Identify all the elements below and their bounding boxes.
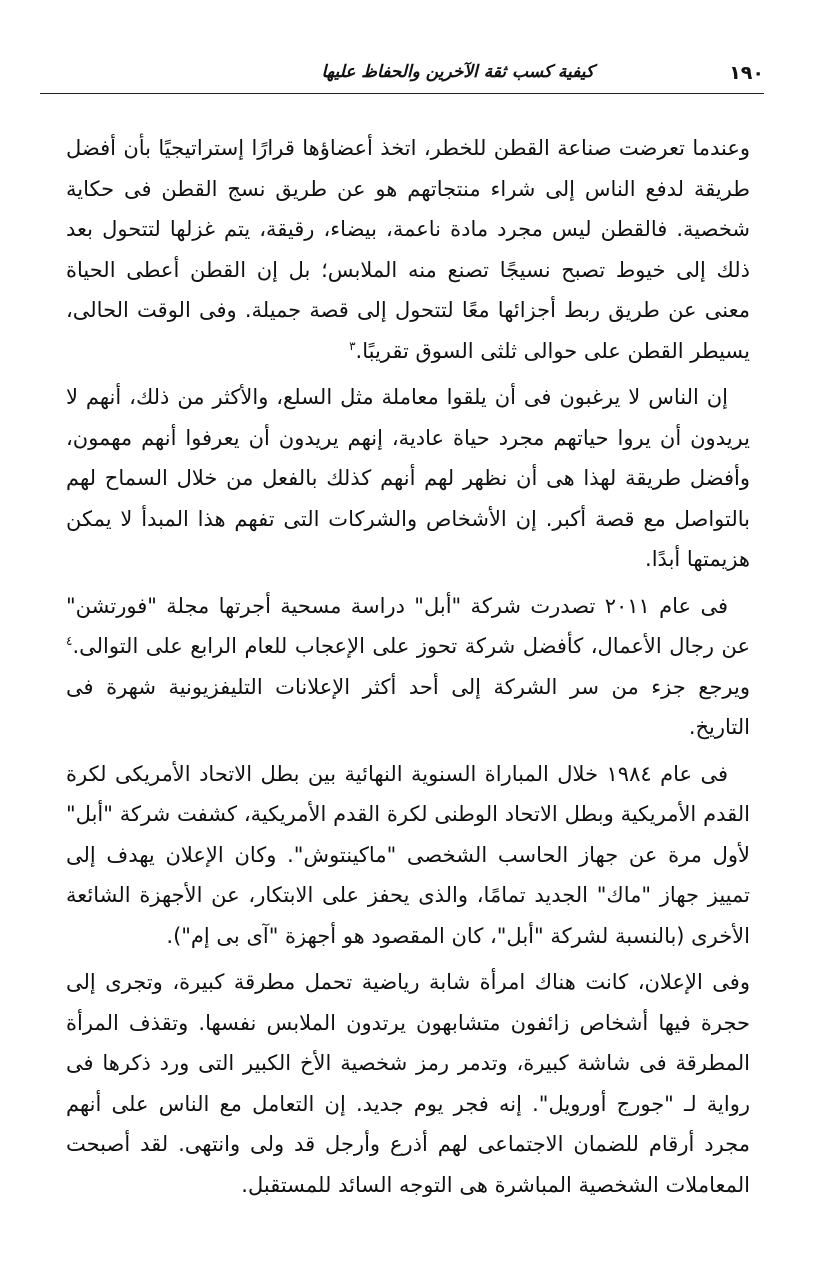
header-rule [40, 93, 764, 94]
paragraph-text: وفى الإعلان، كانت هناك امرأة شابة رياضية تحمل مطرقة كبيرة، وتجرى إلى حجرة فيها أشخاص زائفون متشابهون يرتدون الملابس نفسها. وتقذف المرأة المطرقة فى شاشة كبيرة، وتدمر رمز شخصية الأخ الكبير التى ورد ذكرها فى رواية لـ "جورج أورويل". إنه فجر يوم جديد. إن التعامل مع الناس على أنهم مجرد أرقام للضمان الاجتماعى لهم أذرع وأرجل قد ولى وانتهى. لقد أصبحت المعاملات الشخصية المباشرة هى التوجه السائد للمستقبل. [66, 970, 750, 1197]
running-title: كيفية كسب ثقة الآخرين والحفاظ عليها [321, 62, 594, 82]
paragraph-5 [66, 962, 750, 1205]
paragraph-text: إن الناس لا يرغبون فى أن يلقوا معاملة مثل السلع، والأكثر من ذلك، أنهم لا يريدون أن يروا حياتهم مجرد حياة عادية، إنهم يريدون أن يعرفوا أنهم مهمون، وأفضل طريقة لهذا هى أن نظهر لهم أنهم كذلك بالفعل من خلال السماح لهم بالتواصل مع قصة أكبر. إن الأشخاص والشركات التى تفهم هذا المبدأ لا يمكن هزيمتها أبدًا. [66, 385, 750, 571]
footnote-marker: ٤ [66, 634, 73, 648]
paragraph-3 [66, 586, 750, 748]
paragraph-text: فى عام ١٩٨٤ خلال المباراة السنوية النهائية بين بطل الاتحاد الأمريكى لكرة القدم الأمريكية وبطل الاتحاد الوطنى لكرة القدم الأمريكية، كشفت شركة "أبل" لأول مرة عن جهاز الحاسب الشخصى "ماكينتوش". وكان الإعلان يهدف إلى تمييز جهاز "ماك" الجديد تمامًا، والذى يحفز على الابتكار، عن الأجهزة الشائعة الأخرى (بالنسبة لشركة "أبل"، كان المقصود هو أجهزة "آى بى إم"). [66, 761, 750, 948]
paragraph-2 [66, 377, 750, 580]
paragraph-1 [66, 128, 750, 371]
page-header [40, 58, 764, 94]
body-text [66, 128, 750, 1211]
paragraph-text: فى عام ٢٠١١ تصدرت شركة "أبل" دراسة مسحية أجرتها مجلة "فورتشن" عن رجال الأعمال، كأفضل شركة تحوز على الإعجاب للعام الرابع على التوالى. [66, 593, 750, 658]
paragraph-text-continued: ويرجع جزء من سر الشركة إلى أحد أكثر الإعلانات التليفزيونية شهرة فى التاريخ. [66, 674, 750, 739]
paragraph-text: وعندما تعرضت صناعة القطن للخطر، اتخذ أعضاؤها قرارًا إستراتيجيًا بأن أفضل طريقة لدفع الناس إلى شراء منتجاتهم هو عن طريق نسج القطن فى حكاية شخصية. فالقطن ليس مجرد مادة ناعمة، بيضاء، رقيقة، يتم غزلها لتتحول بعد ذلك إلى خيوط تصبح نسيجًا تصنع منه الملابس؛ بل إن القطن أعطى الحياة معنى عن طريق ربط أجزائها معًا لتتحول إلى قصة جميلة. وفى الوقت الحالى، يسيطر القطن على حوالى ثلثى السوق تقريبًا. [66, 136, 750, 363]
page-number: ١٩٠ [729, 62, 764, 84]
footnote-marker: ٣ [349, 338, 356, 353]
paragraph-4 [66, 754, 750, 957]
